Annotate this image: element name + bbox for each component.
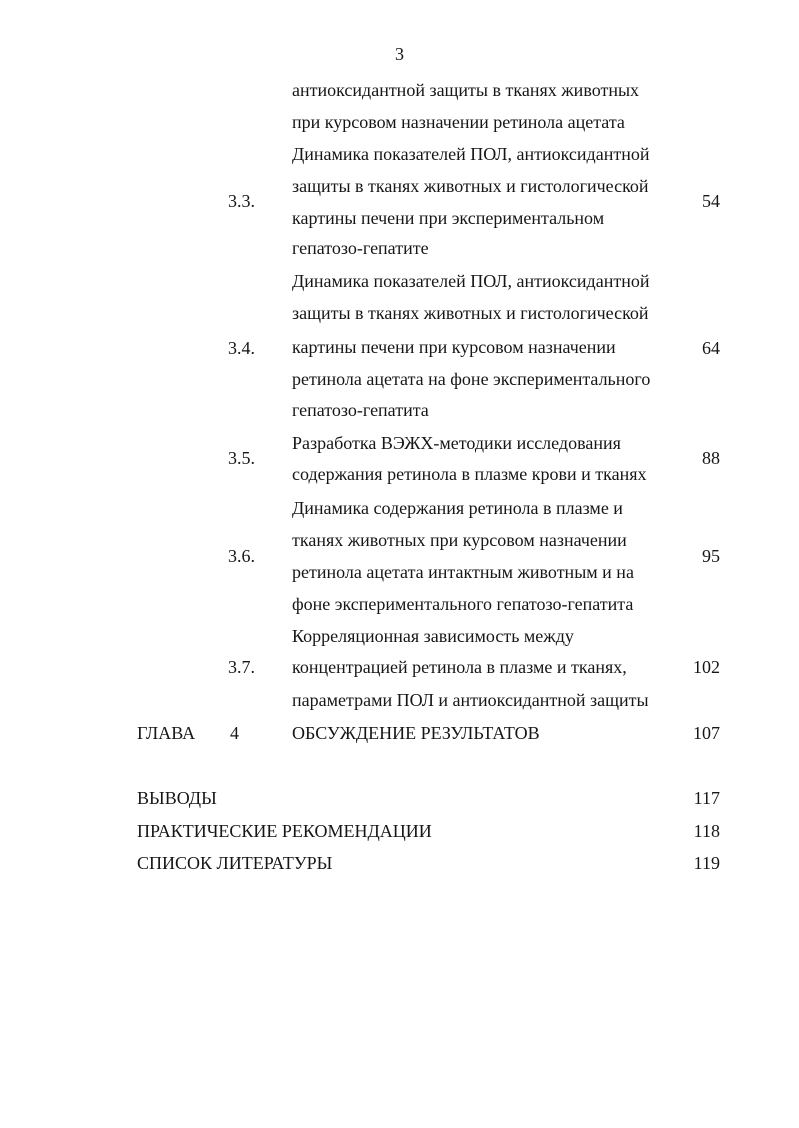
toc-end-item-title: ПРАКТИЧЕСКИЕ РЕКОМЕНДАЦИИ	[137, 821, 432, 841]
section-page: 95	[702, 546, 720, 566]
toc-continuation-line: при курсовом назначении ретинола ацетата	[292, 112, 625, 132]
section-page: 54	[702, 191, 720, 211]
chapter-label: ГЛАВА	[137, 723, 196, 743]
toc-end-item-page: 117	[693, 788, 720, 808]
section-title-line: содержания ретинола в плазме крови и тканях	[292, 464, 647, 484]
section-title-line: тканях животных при курсовом назначении	[292, 530, 627, 550]
chapter-title: ОБСУЖДЕНИЕ РЕЗУЛЬТАТОВ	[292, 723, 540, 743]
section-page: 64	[702, 338, 720, 358]
section-title-line: картины печени при экспериментальном	[292, 208, 605, 228]
section-title-line: картины печени при курсовом назначении	[292, 337, 616, 357]
section-title-line: Корреляционная зависимость между	[292, 626, 574, 646]
toc-end-item-page: 118	[693, 821, 720, 841]
section-title-line: Динамика содержания ретинола в плазме и	[292, 498, 623, 518]
chapter-page: 107	[693, 723, 720, 743]
section-title-line: гепатозо-гепатите	[292, 238, 429, 258]
section-page: 88	[702, 448, 720, 468]
section-page: 102	[693, 657, 720, 677]
section-title-line: Динамика показателей ПОЛ, антиоксидантной	[292, 144, 650, 164]
toc-end-item-title: ВЫВОДЫ	[137, 788, 217, 808]
page-number: 3	[395, 44, 404, 64]
section-title-line: параметрами ПОЛ и антиоксидантной защиты	[292, 690, 649, 710]
chapter-number: 4	[230, 723, 239, 743]
section-title-line: ретинола ацетата интактным животным и на	[292, 562, 634, 582]
section-number: 3.3.	[228, 191, 255, 211]
section-title-line: защиты в тканях животных и гистологической	[292, 176, 649, 196]
section-title-line: гепатозо-гепатита	[292, 400, 429, 420]
toc-continuation-line: антиоксидантной защиты в тканях животных	[292, 80, 640, 100]
section-number: 3.7.	[228, 657, 255, 677]
section-title-line: Разработка ВЭЖХ-методики исследования	[292, 433, 621, 453]
section-number: 3.6.	[228, 546, 255, 566]
section-title-line: ретинола ацетата на фоне экспериментального	[292, 369, 651, 389]
toc-end-item-title: СПИСОК ЛИТЕРАТУРЫ	[137, 853, 333, 873]
toc-end-item-page: 119	[693, 853, 720, 873]
section-title-line: концентрацией ретинола в плазме и тканях,	[292, 657, 627, 677]
section-title-line: защиты в тканях животных и гистологической	[292, 303, 649, 323]
section-number: 3.4.	[228, 338, 255, 358]
section-title-line: фоне экспериментального гепатозо-гепатита	[292, 594, 634, 614]
section-title-line: Динамика показателей ПОЛ, антиоксидантной	[292, 271, 650, 291]
section-number: 3.5.	[228, 448, 255, 468]
